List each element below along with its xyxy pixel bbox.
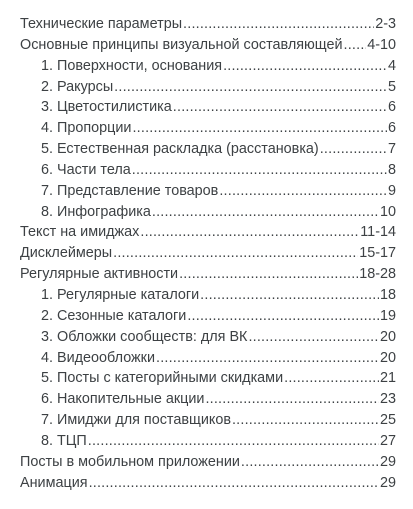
toc-entry-title: 7. Представление товаров <box>41 182 219 199</box>
toc-entry-title: Дисклеймеры <box>20 245 113 262</box>
dot-leader <box>200 285 379 306</box>
toc-entry-page: 15-17 <box>359 245 396 262</box>
toc-entry-page: 4 <box>387 57 396 74</box>
toc-subentry[interactable] <box>20 97 396 118</box>
toc-subentry[interactable] <box>20 306 396 327</box>
dot-leader <box>179 264 358 285</box>
toc-entry-page: 25 <box>379 412 396 429</box>
toc-entry-title: 6. Накопительные акции <box>41 391 205 408</box>
dot-leader <box>156 348 379 369</box>
toc-entry-page: 29 <box>379 453 396 470</box>
toc-subentry[interactable] <box>20 139 396 160</box>
dot-leader <box>114 77 387 98</box>
toc-subentry[interactable] <box>20 118 396 139</box>
toc-entry-page: 6 <box>387 99 396 116</box>
toc-entry-page: 7 <box>387 141 396 158</box>
dot-leader <box>89 473 379 494</box>
toc-entry-page: 20 <box>379 349 396 366</box>
toc-subentry[interactable] <box>20 202 396 223</box>
toc-entry[interactable] <box>20 35 396 56</box>
toc-entry-title: Регулярные активности <box>20 266 179 283</box>
toc-subentry[interactable] <box>20 410 396 431</box>
dot-leader <box>140 222 359 243</box>
toc-entry-title: 1. Поверхности, основания <box>41 57 223 74</box>
toc-entry-title: 6. Части тела <box>41 161 131 178</box>
dot-leader <box>248 327 379 348</box>
toc-entry-title: 3. Обложки сообществ: для ВК <box>41 328 248 345</box>
toc-entry[interactable] <box>20 473 396 494</box>
dot-leader <box>187 306 379 327</box>
toc-entry-title: 5. Посты с категорийными скидками <box>41 370 284 387</box>
toc-subentry[interactable] <box>20 77 396 98</box>
dot-leader <box>132 160 387 181</box>
dot-leader <box>344 35 367 56</box>
toc-subentry[interactable] <box>20 348 396 369</box>
toc-entry-page: 6 <box>387 120 396 137</box>
toc-entry-page: 11-14 <box>360 224 396 241</box>
toc-entry[interactable] <box>20 243 396 264</box>
dot-leader <box>219 181 387 202</box>
toc-entry-title: 7. Имиджи для поставщиков <box>41 412 231 429</box>
toc-entry-page: 27 <box>379 432 396 449</box>
dot-leader <box>232 410 379 431</box>
toc-subentry[interactable] <box>20 431 396 452</box>
toc-entry[interactable] <box>20 452 396 473</box>
dot-leader <box>88 431 379 452</box>
toc-entry[interactable] <box>20 264 396 285</box>
toc-entry-title: Посты в мобильном приложении <box>20 453 240 470</box>
toc-entry-title: 4. Видеообложки <box>41 349 156 366</box>
toc-subentry[interactable] <box>20 389 396 410</box>
toc-entry-title: Основные принципы визуальной составляющей <box>20 36 343 53</box>
toc-entry-title: 5. Естественная раскладка (расстановка) <box>41 141 319 158</box>
toc-entry-page: 18 <box>379 286 396 303</box>
toc-entry-page: 29 <box>379 474 396 491</box>
toc-subentry[interactable] <box>20 327 396 348</box>
dot-leader <box>113 243 358 264</box>
toc-subentry[interactable] <box>20 56 396 77</box>
toc-subentry[interactable] <box>20 368 396 389</box>
toc-entry-page: 4-10 <box>367 36 396 53</box>
toc-entry-title: 8. ТЦП <box>41 432 87 449</box>
dot-leader <box>205 389 379 410</box>
table-of-contents <box>20 14 396 493</box>
toc-entry[interactable] <box>20 222 396 243</box>
toc-entry-page: 9 <box>387 182 396 199</box>
toc-entry-page: 19 <box>379 307 396 324</box>
dot-leader <box>223 56 387 77</box>
dot-leader <box>132 118 387 139</box>
dot-leader <box>183 14 374 35</box>
toc-entry-page: 5 <box>387 78 396 95</box>
toc-subentry[interactable] <box>20 285 396 306</box>
toc-subentry[interactable] <box>20 181 396 202</box>
toc-entry-title: 2. Ракурсы <box>41 78 114 95</box>
dot-leader <box>241 452 379 473</box>
toc-subentry[interactable] <box>20 160 396 181</box>
dot-leader <box>173 97 387 118</box>
toc-entry-title: 3. Цветостилистика <box>41 99 172 116</box>
toc-entry-title: Технические параметры <box>20 16 183 32</box>
toc-entry-title: 4. Пропорции <box>41 120 132 137</box>
dot-leader <box>152 202 379 223</box>
dot-leader <box>320 139 387 160</box>
toc-entry-title: Анимация <box>20 474 88 491</box>
toc-entry[interactable] <box>20 14 396 35</box>
toc-entry-page: 18-28 <box>359 266 396 283</box>
toc-entry-page: 21 <box>379 370 396 387</box>
toc-entry-page: 23 <box>379 391 396 408</box>
toc-entry-page: 20 <box>379 328 396 345</box>
toc-entry-title: Текст на имиджах <box>20 224 140 241</box>
toc-entry-title: 1. Регулярные каталоги <box>41 286 200 303</box>
toc-entry-page: 10 <box>379 203 396 220</box>
toc-entry-page: 2-3 <box>375 16 396 32</box>
toc-entry-title: 2. Сезонные каталоги <box>41 307 187 324</box>
toc-entry-page: 8 <box>387 161 396 178</box>
toc-entry-title: 8. Инфографика <box>41 203 151 220</box>
dot-leader <box>284 368 379 389</box>
